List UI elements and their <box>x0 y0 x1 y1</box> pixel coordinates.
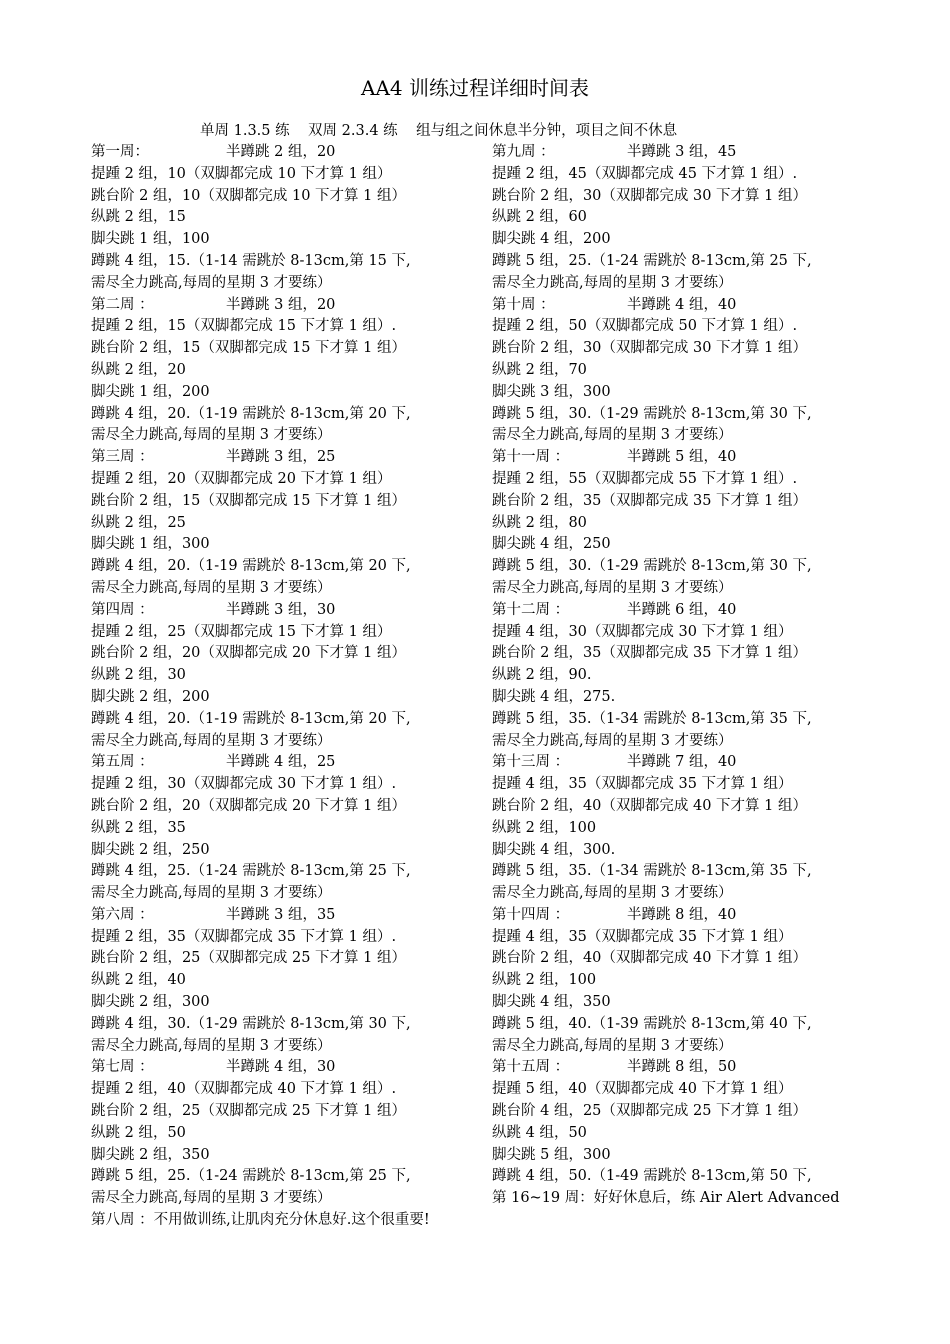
exercise-line: 需尽全力跳高,每周的星期 3 才要练） <box>91 1037 332 1054</box>
week-first-exercise: 半蹲跳 3 组，45 <box>627 144 737 160</box>
exercise-line: 提踵 2 组，25（双脚都完成 15 下才算 1 组） <box>91 623 392 640</box>
exercise-line: 提踵 4 组，35（双脚都完成 35 下才算 1 组） <box>492 776 793 793</box>
week-header <box>492 142 922 164</box>
exercise-line: 跳台阶 2 组，15（双脚都完成 15 下才算 1 组） <box>91 340 407 357</box>
exercise-line: 需尽全力跳高,每周的星期 3 才要练） <box>91 1190 332 1207</box>
right-column <box>492 142 922 1210</box>
exercise-line: 跳台阶 2 组，15（双脚都完成 15 下才算 1 组） <box>91 492 407 509</box>
week-header <box>91 1057 471 1079</box>
week-label: 第十一周 ： <box>492 449 570 466</box>
week-header <box>91 905 471 927</box>
exercise-line: 脚尖跳 4 组，300. <box>492 841 616 858</box>
week-label: 第三周 ： <box>91 449 154 466</box>
exercise-line: 蹲跳 5 组，30.（1-29 需跳於 8-13cm,第 30 下, <box>492 558 812 575</box>
page-title: AA4 训练过程详细时间表 <box>361 76 589 100</box>
exercise-line: 蹲跳 4 组，20.（1-19 需跳於 8-13cm,第 20 下, <box>91 558 411 575</box>
exercise-line: 提踵 2 组，30（双脚都完成 30 下才算 1 组）. <box>91 776 397 793</box>
exercise-line: 蹲跳 4 组，50.（1-49 需跳於 8-13cm,第 50 下, <box>492 1168 812 1185</box>
schedule-note: 单周 1.3.5 练 双周 2.3.4 练 组与组之间休息半分钟，项目之间不休息 <box>200 123 678 139</box>
exercise-line: 蹲跳 5 组，35.（1-34 需跳於 8-13cm,第 35 下, <box>492 710 812 727</box>
exercise-line: 蹲跳 5 组，30.（1-29 需跳於 8-13cm,第 30 下, <box>492 405 812 422</box>
week-first-exercise: 半蹲跳 4 组，25 <box>226 754 336 771</box>
exercise-line: 需尽全力跳高,每周的星期 3 才要练） <box>492 274 733 291</box>
exercise-line: 提踵 2 组，55（双脚都完成 55 下才算 1 组）. <box>492 470 798 487</box>
exercise-line: 需尽全力跳高,每周的星期 3 才要练） <box>91 732 332 749</box>
week-first-exercise: 半蹲跳 3 组，20 <box>226 296 336 313</box>
exercise-line: 第 16~19 周：好好休息后，练 Air Alert Advanced <box>492 1190 840 1207</box>
exercise-line: 跳台阶 2 组，25（双脚都完成 25 下才算 1 组） <box>91 950 407 967</box>
week-header <box>492 905 922 927</box>
exercise-line: 跳台阶 2 组，40（双脚都完成 40 下才算 1 组） <box>492 950 808 967</box>
week-label: 第七周 ： <box>91 1059 154 1076</box>
week-label: 第二周 ： <box>91 296 154 313</box>
exercise-line: 脚尖跳 1 组，300 <box>91 536 210 553</box>
exercise-line: 跳台阶 2 组，30（双脚都完成 30 下才算 1 组） <box>492 187 808 204</box>
exercise-line: 纵跳 2 组，50 <box>91 1124 186 1141</box>
exercise-line: 需尽全力跳高,每周的星期 3 才要练） <box>492 579 733 596</box>
exercise-line: 脚尖跳 4 组，350 <box>492 994 611 1011</box>
exercise-line: 纵跳 2 组，70 <box>492 361 587 378</box>
exercise-line: 纵跳 2 组，100 <box>492 819 597 836</box>
exercise-line: 需尽全力跳高,每周的星期 3 才要练） <box>492 1037 733 1054</box>
exercise-line: 需尽全力跳高,每周的星期 3 才要练） <box>492 427 733 444</box>
exercise-line: 脚尖跳 2 组，200 <box>91 688 210 705</box>
exercise-line: 纵跳 4 组，50 <box>492 1124 587 1141</box>
week-header <box>91 142 471 164</box>
exercise-line: 脚尖跳 1 组，100 <box>91 231 210 248</box>
week-label: 第十五周 ： <box>492 1059 570 1076</box>
exercise-line: 需尽全力跳高,每周的星期 3 才要练） <box>492 885 733 902</box>
exercise-line: 提踵 2 组，50（双脚都完成 50 下才算 1 组）. <box>492 318 798 335</box>
week-first-exercise: 半蹲跳 3 组，30 <box>226 601 336 618</box>
exercise-line: 蹲跳 4 组，20.（1-19 需跳於 8-13cm,第 20 下, <box>91 405 411 422</box>
week-header <box>91 295 471 317</box>
exercise-line: 提踵 4 组，35（双脚都完成 35 下才算 1 组） <box>492 928 793 945</box>
week-first-exercise: 半蹲跳 5 组，40 <box>627 449 737 466</box>
week-label: 第四周 ： <box>91 601 154 618</box>
exercise-line: 脚尖跳 4 组，200 <box>492 231 611 248</box>
week-label: 第五周 ： <box>91 754 154 771</box>
exercise-line: 跳台阶 2 组，40（双脚都完成 40 下才算 1 组） <box>492 797 808 814</box>
exercise-line: 需尽全力跳高,每周的星期 3 才要练） <box>91 579 332 596</box>
exercise-line: 提踵 2 组，40（双脚都完成 40 下才算 1 组）. <box>91 1081 397 1098</box>
exercise-line: 跳台阶 4 组，25（双脚都完成 25 下才算 1 组） <box>492 1103 808 1120</box>
exercise-line: 脚尖跳 2 组，300 <box>91 994 210 1011</box>
exercise-line: 纵跳 2 组，35 <box>91 819 186 836</box>
week-first-exercise: 半蹲跳 4 组，40 <box>627 296 737 313</box>
exercise-line: 脚尖跳 4 组，275. <box>492 688 616 705</box>
week-header <box>492 447 922 469</box>
week-first-exercise: 半蹲跳 6 组，40 <box>627 601 737 618</box>
exercise-line: 纵跳 2 组，15 <box>91 209 186 226</box>
exercise-line: 蹲跳 4 组，25.（1-24 需跳於 8-13cm,第 25 下, <box>91 863 411 880</box>
week-first-exercise: 半蹲跳 2 组，20 <box>226 144 336 160</box>
rest-week-note: 第八周 ：不用做训练,让肌肉充分休息好.这个很重要! <box>91 1212 430 1229</box>
exercise-line: 脚尖跳 4 组，250 <box>492 536 611 553</box>
week-first-exercise: 半蹲跳 8 组，50 <box>627 1059 737 1076</box>
week-header <box>492 1057 922 1079</box>
exercise-line: 脚尖跳 3 组，300 <box>492 383 611 400</box>
exercise-line: 蹲跳 5 组，40.（1-39 需跳於 8-13cm,第 40 下, <box>492 1015 812 1032</box>
week-first-exercise: 半蹲跳 4 组，30 <box>226 1059 336 1076</box>
week-label: 第一周： <box>91 144 149 160</box>
exercise-line: 需尽全力跳高,每周的星期 3 才要练） <box>91 427 332 444</box>
exercise-line: 纵跳 2 组，100 <box>492 972 597 989</box>
week-label: 第十三周 ： <box>492 754 570 771</box>
exercise-line: 脚尖跳 2 组，350 <box>91 1146 210 1163</box>
exercise-line: 纵跳 2 组，30 <box>91 667 186 684</box>
exercise-line: 纵跳 2 组，25 <box>91 514 186 531</box>
week-header <box>91 752 471 774</box>
week-header <box>492 295 922 317</box>
exercise-line: 跳台阶 2 组，30（双脚都完成 30 下才算 1 组） <box>492 340 808 357</box>
exercise-line: 纵跳 2 组，60 <box>492 209 587 226</box>
exercise-line: 提踵 2 组，35（双脚都完成 35 下才算 1 组）. <box>91 928 397 945</box>
exercise-line: 跳台阶 2 组，20（双脚都完成 20 下才算 1 组） <box>91 797 407 814</box>
week-first-exercise: 半蹲跳 3 组，25 <box>226 449 336 466</box>
exercise-line: 脚尖跳 5 组，300 <box>492 1146 611 1163</box>
week-first-exercise: 半蹲跳 8 组，40 <box>627 906 737 923</box>
exercise-line: 蹲跳 4 组，30.（1-29 需跳於 8-13cm,第 30 下, <box>91 1015 411 1032</box>
exercise-line: 纵跳 2 组，40 <box>91 972 186 989</box>
week-header <box>492 600 922 622</box>
exercise-line: 蹲跳 5 组，35.（1-34 需跳於 8-13cm,第 35 下, <box>492 863 812 880</box>
week-label: 第六周 ： <box>91 906 154 923</box>
exercise-line: 提踵 2 组，20（双脚都完成 20 下才算 1 组） <box>91 470 392 487</box>
exercise-line: 纵跳 2 组，20 <box>91 361 186 378</box>
exercise-line: 提踵 4 组，30（双脚都完成 30 下才算 1 组） <box>492 623 793 640</box>
exercise-line: 蹲跳 5 组，25.（1-24 需跳於 8-13cm,第 25 下, <box>91 1168 411 1185</box>
week-first-exercise: 半蹲跳 7 组，40 <box>627 754 737 771</box>
exercise-line: 纵跳 2 组，90. <box>492 667 592 684</box>
exercise-line: 需尽全力跳高,每周的星期 3 才要练） <box>91 274 332 291</box>
week-header <box>91 447 471 469</box>
exercise-line: 提踵 5 组，40（双脚都完成 40 下才算 1 组） <box>492 1081 793 1098</box>
exercise-line: 跳台阶 2 组，35（双脚都完成 35 下才算 1 组） <box>492 492 808 509</box>
week-header <box>492 752 922 774</box>
exercise-line: 提踵 2 组，45（双脚都完成 45 下才算 1 组）. <box>492 165 798 182</box>
week-first-exercise: 半蹲跳 3 组，35 <box>226 906 336 923</box>
week-header <box>91 600 471 622</box>
week-label: 第十二周 ： <box>492 601 570 618</box>
exercise-line: 脚尖跳 2 组，250 <box>91 841 210 858</box>
exercise-line: 纵跳 2 组，80 <box>492 514 587 531</box>
exercise-line: 蹲跳 4 组，20.（1-19 需跳於 8-13cm,第 20 下, <box>91 710 411 727</box>
left-column <box>91 142 471 1232</box>
exercise-line: 跳台阶 2 组，20（双脚都完成 20 下才算 1 组） <box>91 645 407 662</box>
exercise-line: 脚尖跳 1 组，200 <box>91 383 210 400</box>
exercise-line: 跳台阶 2 组，35（双脚都完成 35 下才算 1 组） <box>492 645 808 662</box>
exercise-line: 需尽全力跳高,每周的星期 3 才要练） <box>492 732 733 749</box>
exercise-line: 提踵 2 组，15（双脚都完成 15 下才算 1 组）. <box>91 318 397 335</box>
exercise-line: 跳台阶 2 组，25（双脚都完成 25 下才算 1 组） <box>91 1103 407 1120</box>
week-label: 第十周 ： <box>492 296 555 313</box>
exercise-line: 跳台阶 2 组，10（双脚都完成 10 下才算 1 组） <box>91 187 407 204</box>
exercise-line: 需尽全力跳高,每周的星期 3 才要练） <box>91 885 332 902</box>
week-label: 第十四周 ： <box>492 906 570 923</box>
exercise-line: 蹲跳 4 组，15.（1-14 需跳於 8-13cm,第 15 下, <box>91 252 411 269</box>
exercise-line: 蹲跳 5 组，25.（1-24 需跳於 8-13cm,第 25 下, <box>492 252 812 269</box>
week-label: 第九周 ： <box>492 144 555 160</box>
exercise-line: 提踵 2 组，10（双脚都完成 10 下才算 1 组） <box>91 165 392 182</box>
